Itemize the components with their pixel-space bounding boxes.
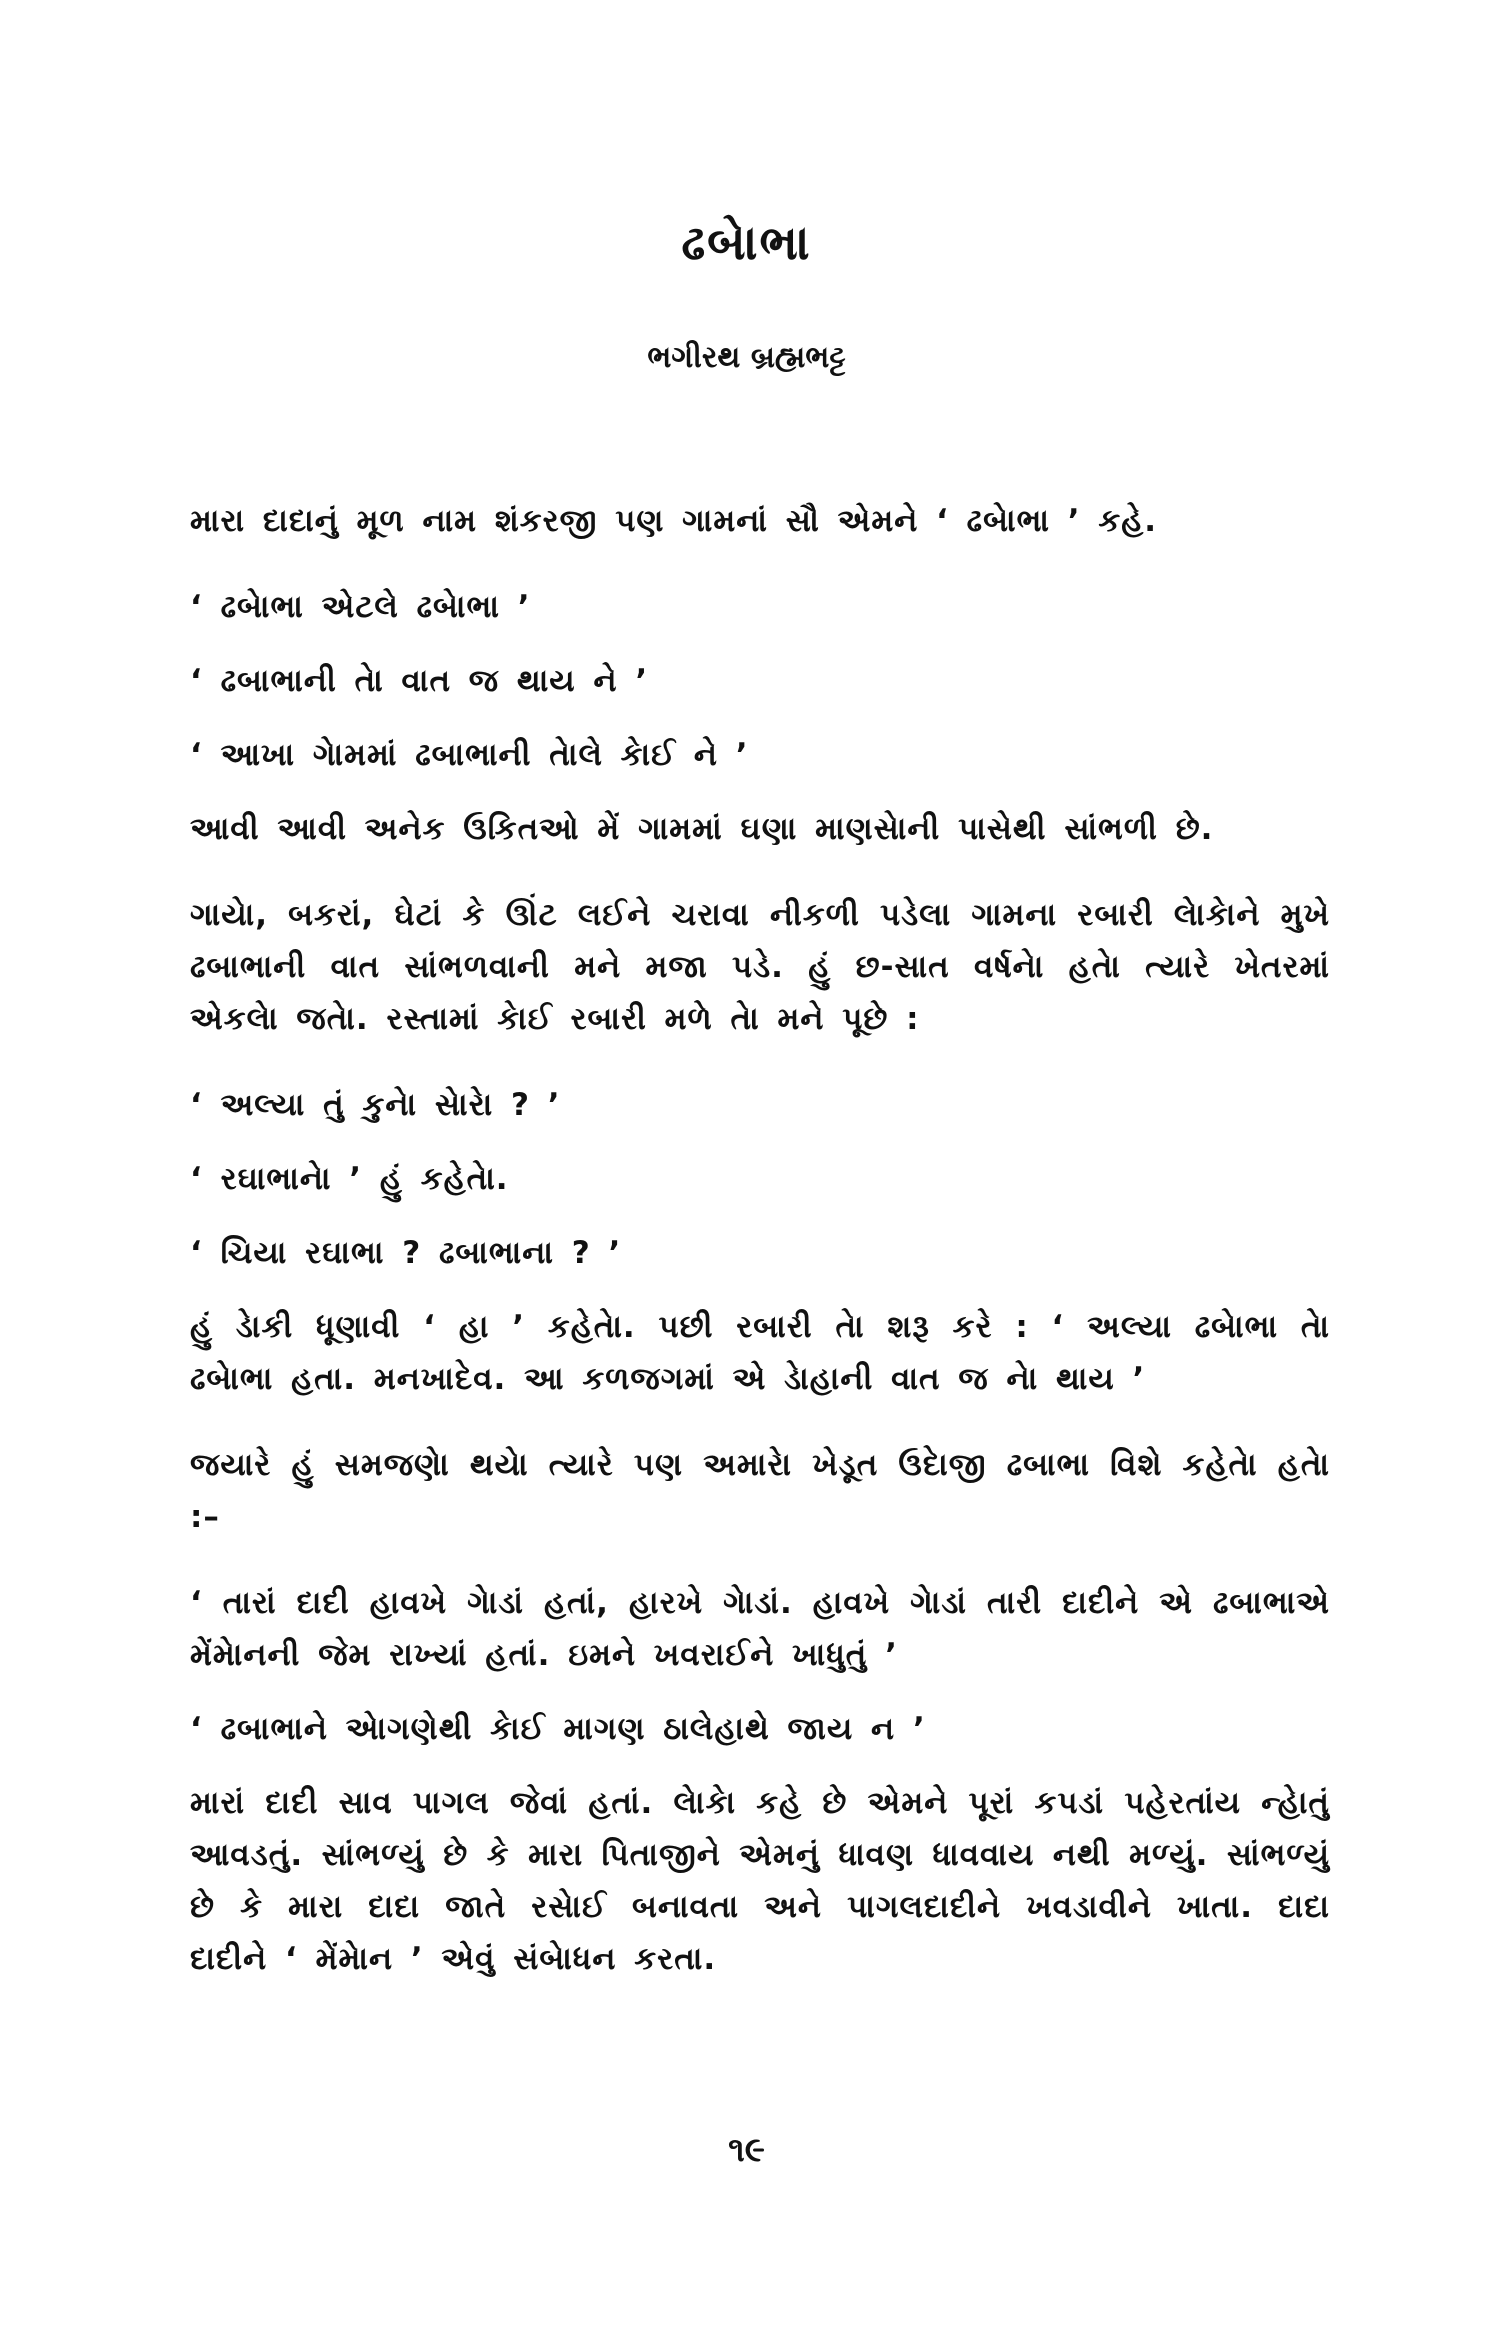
paragraph: મારા દાદાનું મૂળ નામ શંકરજી પણ ગામનાં સૌ એમને ‘ ઢબેાભા ’ કહે.	[190, 503, 1158, 539]
paragraph: ‘ અલ્યા તું કુનેા સેારેા ? ’	[190, 1087, 561, 1123]
document-body	[190, 495, 1330, 2019]
page-title: ઢબેાભા	[681, 215, 812, 271]
paragraph: ‘ ચિયા રઘાભા ? ઢબાભાના ? ’	[190, 1235, 622, 1271]
paragraph: હું ડેાકી ધૂણાવી ‘ હા ’ કહેતેા. પછી રબારી તેા શરૂ કરે : ‘ અલ્યા ઢબેાભા તેા ઢબેાભા હતા. મનખાદેવ. આ કળજગમાં એ ડેાહાની વાત જ નેા થાય ’	[190, 1309, 1330, 1397]
paragraph: ‘ ઢબાભાની તેા વાત જ થાય ને ’	[190, 663, 649, 699]
page-number: ૧૯	[728, 2130, 765, 2170]
paragraph: જયારે હું સમજણેા થયેા ત્યારે પણ અમારેા ખેડૂત ઉદેાજી ઢબાભા વિશે કહેતેા હતેા :–	[190, 1447, 1330, 1535]
paragraph: ‘ રઘાભાનેા ’ હું કહેતેા.	[190, 1161, 509, 1197]
paragraph: ‘ તારાં દાદી હાવખે ગેાડાં હતાં, હારખે ગેાડાં. હાવખે ગેાડાં તારી દાદીને એ ઢબાભાએ મેંમેાનની જેમ રાખ્યાં હતાં. ઇમને ખવરાઈને ખાધુતું ’	[190, 1585, 1330, 1673]
paragraph: ‘ આખા ગેામમાં ઢબાભાની તેાલે કેાઈ ને ’	[190, 737, 749, 773]
paragraph: ‘ ઢબાભાને એાગણેથી કેાઈ માગણ ઠાલેહાથે જાય ન ’	[190, 1711, 926, 1747]
paragraph: મારાં દાદી સાવ પાગલ જેવાં હતાં. લેાકેા કહે છે એમને પૂરાં કપડાં પહેરતાંય ન્હેાતું આવડતું. સાંભળ્યું છે કે મારા પિતાજીને એમનું ધાવણ ધાવવાય નથી મળ્યું. સાંભળ્યું છે કે મારા દાદા જાતે રસેાઈ બનાવતા અને પાગલદાદીને ખવડાવીને ખાતા. દાદા દાદીને ‘ મેંમેાન ’ એવું સંબેાધન કરતા.	[190, 1785, 1330, 1977]
paragraph: ગાયેા, બકરાં, ઘેટાં કે ઊંટ લઈને ચરાવા નીકળી પડેલા ગામના રબારી લેાકેાને મુખે ઢબાભાની વાત સાંભળવાની મને મજા પડે. હું છ-સાત વર્ષનેા હતેા ત્યારે ખેતરમાં એકલેા જતેા. રસ્તામાં કેાઈ રબારી મળે તેા મને પૂછે :	[190, 897, 1330, 1037]
author-name: ભગીરથ બ્રહ્મભટ્ટ	[647, 340, 846, 375]
paragraph: આવી આવી અનેક ઉકિતઓ મેં ગામમાં ઘણા માણસેાની પાસેથી સાંભળી છે.	[190, 811, 1214, 847]
paragraph: ‘ ઢબેાભા એટલે ઢબેાભા ’	[190, 589, 531, 625]
